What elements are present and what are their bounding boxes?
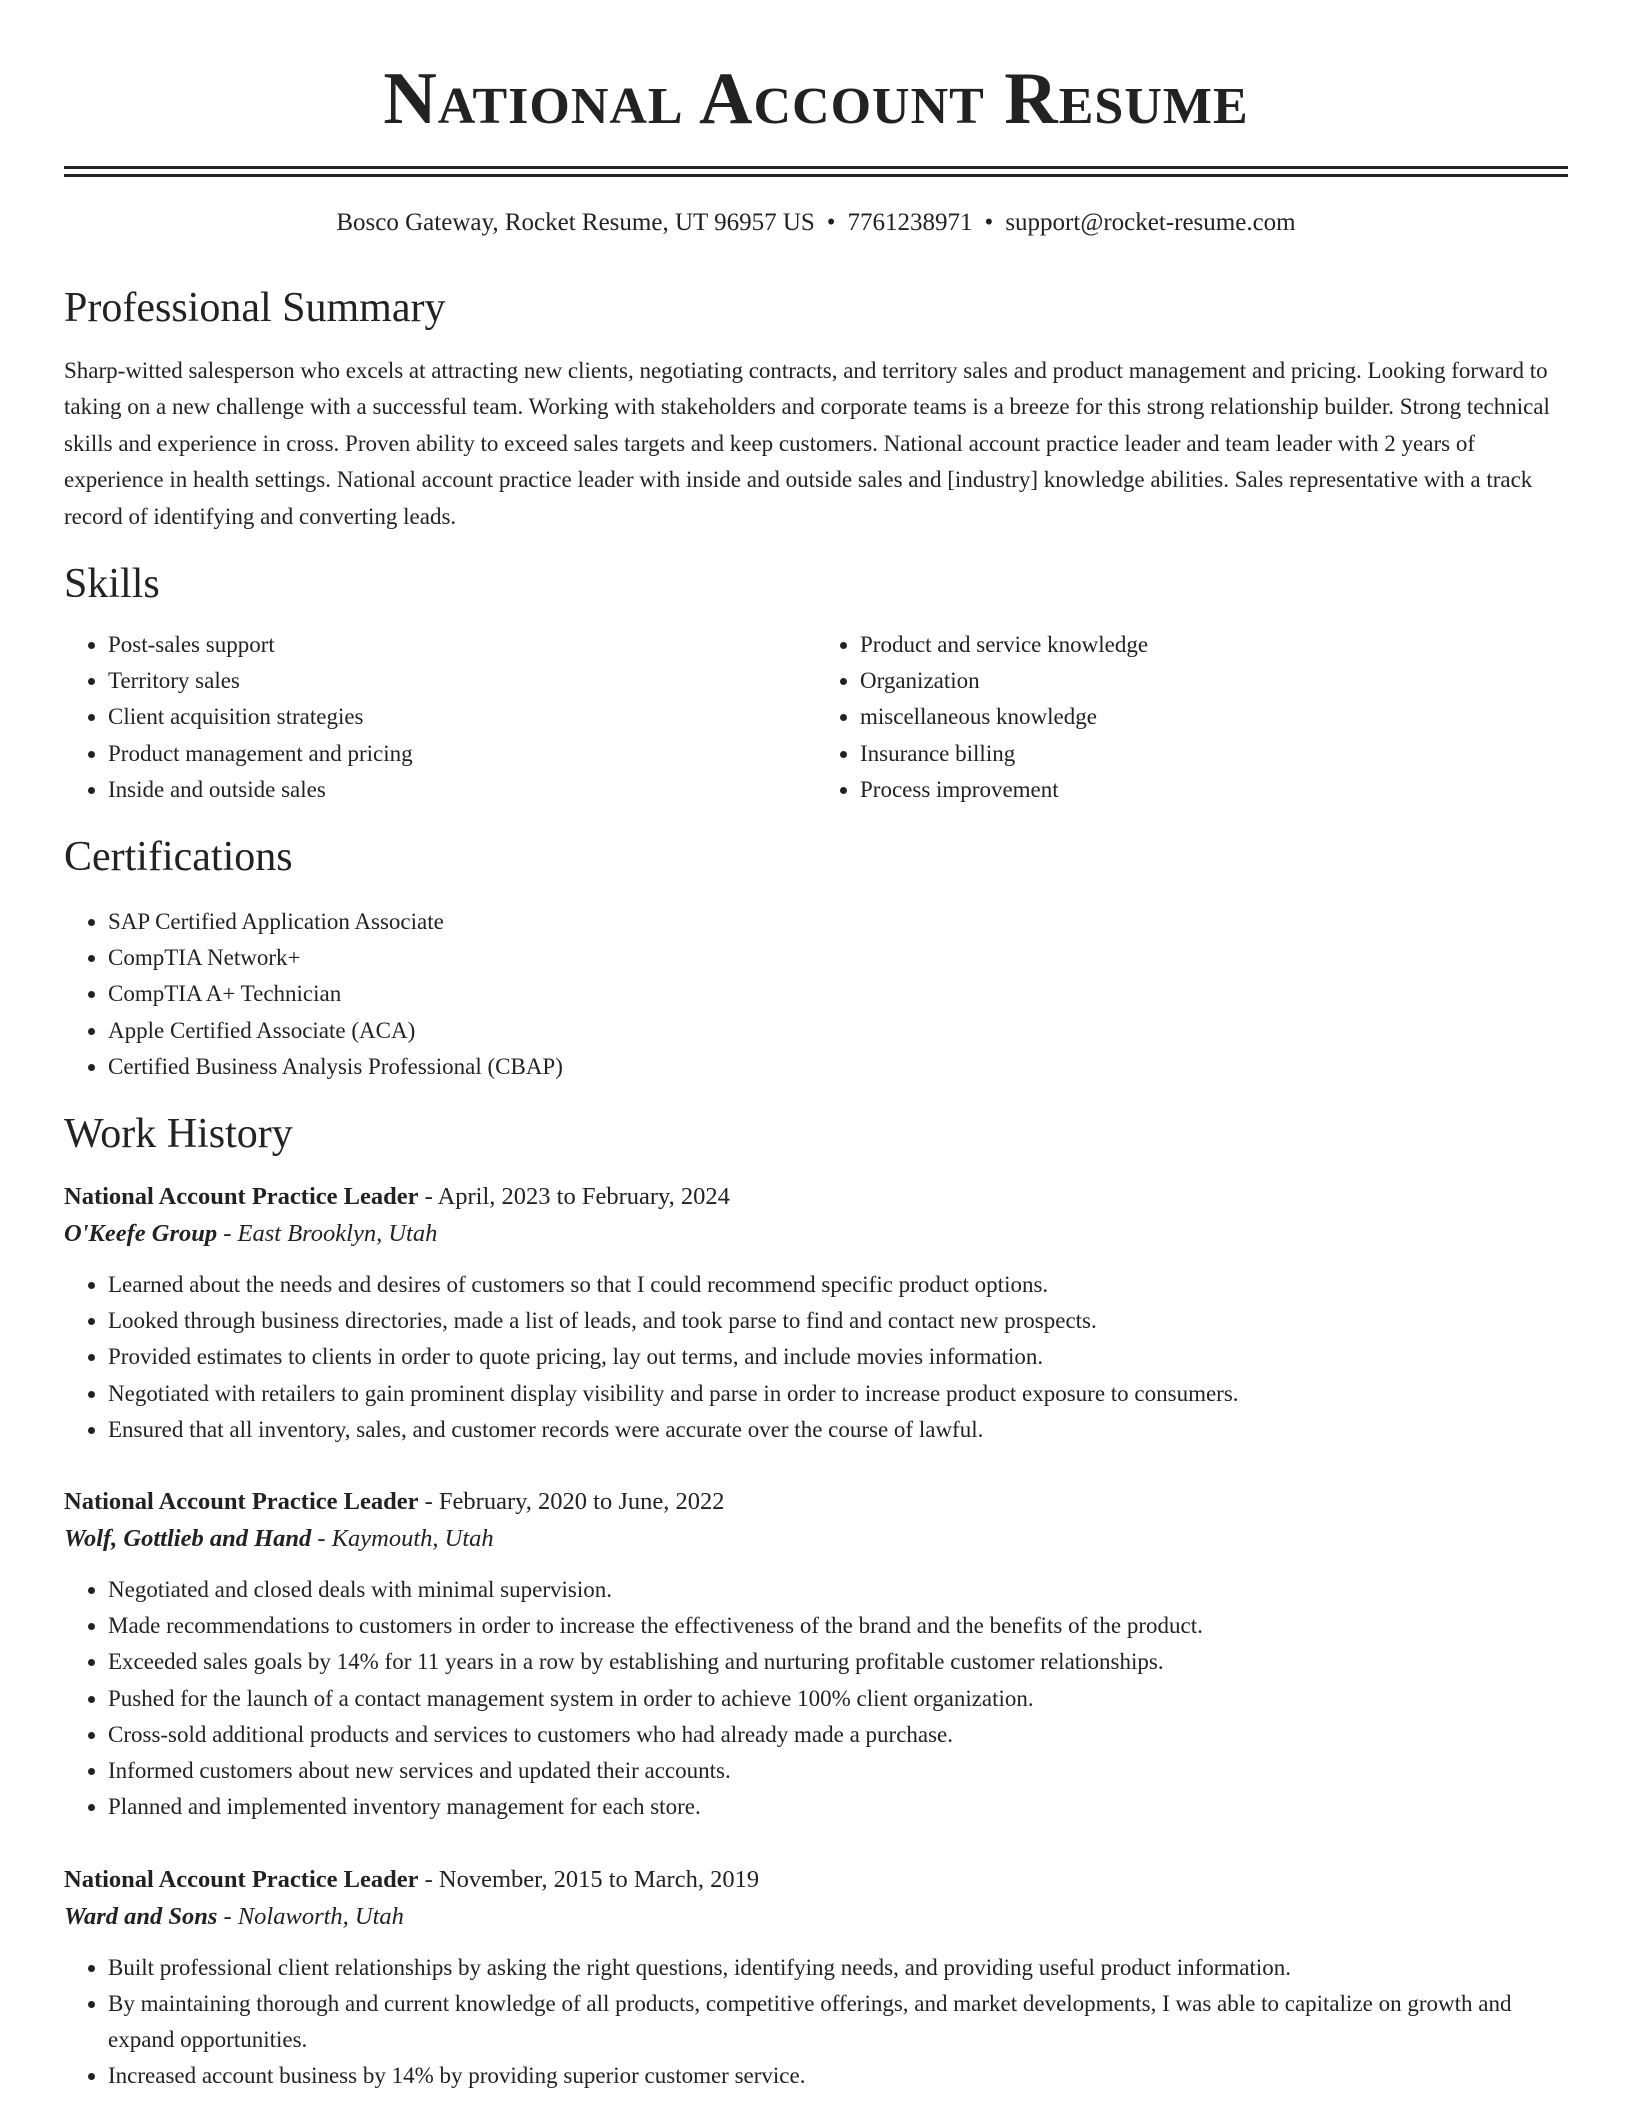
job-title-line bbox=[64, 1484, 1568, 1520]
job-bullet: • Negotiated with retailers to gain prominent display visibility and parse in order to increase product exposure to consumers. bbox=[108, 1376, 1568, 1412]
job-bullet: • Looked through business directories, made a list of leads, and took parse to find and contact new prospects. bbox=[108, 1303, 1568, 1339]
skill-item: • Insurance billing bbox=[860, 736, 1568, 772]
skill-item: • Territory sales bbox=[108, 663, 816, 699]
contact-line bbox=[64, 207, 1568, 239]
job-bullets bbox=[64, 1572, 1568, 1825]
skills-list-right bbox=[816, 627, 1568, 808]
contact-separator: • bbox=[984, 209, 994, 236]
job-bullets bbox=[64, 1950, 1568, 2095]
job-title-line bbox=[64, 1862, 1568, 1898]
skill-item: • Product management and pricing bbox=[108, 736, 816, 772]
work-history-heading: Work History bbox=[64, 1111, 293, 1158]
job-dash: - bbox=[317, 1525, 326, 1553]
job-dates: February, 2020 to June, 2022 bbox=[438, 1488, 725, 1516]
job-bullet: • Built professional client relationships by asking the right questions, identifying needs, and providing useful product information. bbox=[108, 1950, 1568, 1986]
skill-item: • miscellaneous knowledge bbox=[860, 699, 1568, 735]
certification-item: • CompTIA A+ Technician bbox=[108, 976, 1568, 1012]
job-entry bbox=[64, 1862, 1568, 2095]
job-bullet: • Made recommendations to customers in order to increase the effectiveness of the brand and the benefits of the product. bbox=[108, 1608, 1568, 1644]
job-bullet: • Negotiated and closed deals with minimal supervision. bbox=[108, 1572, 1568, 1608]
job-company: O'Keefe Group bbox=[64, 1220, 218, 1248]
job-bullet: • Informed customers about new services and updated their accounts. bbox=[108, 1753, 1568, 1789]
job-title-line bbox=[64, 1179, 1568, 1215]
job-bullet: • Cross-sold additional products and services to customers who had already made a purchase. bbox=[108, 1717, 1568, 1753]
skill-item: • Client acquisition strategies bbox=[108, 699, 816, 735]
job-location: Nolaworth, Utah bbox=[237, 1902, 404, 1930]
job-bullet: • Exceeded sales goals by 14% for 11 years in a row by establishing and nurturing profitable customer relationships. bbox=[108, 1644, 1568, 1680]
job-company-line bbox=[64, 1215, 1568, 1253]
summary-text: Sharp-witted salesperson who excels at attracting new clients, negotiating contracts, and territory sales and product management and pricing. Looking forward to taking on a new challenge with a successful team. Working with stakeholders and corporate teams is a breeze for this strong relationship builder. Strong technical skills and experience in cross. Proven ability to exceed sales targets and keep customers. National account practice leader and team leader with 2 years of experience in health settings. National account practice leader with inside and outside sales and [industry] knowledge abilities. Sales representative with a track record of identifying and converting leads. bbox=[64, 358, 1550, 529]
summary-heading: Professional Summary bbox=[64, 285, 446, 331]
contact-email: support@rocket-resume.com bbox=[1005, 209, 1296, 236]
job-bullet: • Provided estimates to clients in order to quote pricing, lay out terms, and include movies information. bbox=[108, 1339, 1568, 1375]
job-dash: - bbox=[223, 1902, 232, 1930]
job-title: National Account Practice Leader bbox=[64, 1865, 419, 1893]
skills-heading: Skills bbox=[64, 561, 160, 608]
job-title: National Account Practice Leader bbox=[64, 1488, 419, 1516]
job-bullet: • Pushed for the launch of a contact management system in order to achieve 100% client organization. bbox=[108, 1681, 1568, 1717]
contact-address: Bosco Gateway, Rocket Resume, UT 96957 US bbox=[336, 209, 815, 236]
skill-item: • Inside and outside sales bbox=[108, 772, 816, 808]
skill-item: • Product and service knowledge bbox=[860, 627, 1568, 663]
job-bullet: • Learned about the needs and desires of customers so that I could recommend specific product options. bbox=[108, 1267, 1568, 1303]
job-entry bbox=[64, 1484, 1568, 1825]
job-dates: November, 2015 to March, 2019 bbox=[438, 1865, 760, 1893]
job-company-line bbox=[64, 1898, 1568, 1936]
certification-item: • Certified Business Analysis Professional (CBAP) bbox=[108, 1049, 1568, 1085]
job-dash: - bbox=[424, 1183, 433, 1211]
certification-item: • CompTIA Network+ bbox=[108, 940, 1568, 976]
skills-columns bbox=[64, 627, 1568, 808]
job-company: Wolf, Gottlieb and Hand bbox=[64, 1525, 312, 1553]
job-dash: - bbox=[424, 1865, 433, 1893]
resume-page bbox=[64, 0, 1568, 2094]
job-company-line bbox=[64, 1520, 1568, 1558]
skill-item: • Process improvement bbox=[860, 772, 1568, 808]
skill-item: • Organization bbox=[860, 663, 1568, 699]
job-bullet: • Ensured that all inventory, sales, and customer records were accurate over the course of lawful. bbox=[108, 1412, 1568, 1448]
skills-list-left bbox=[64, 627, 816, 808]
contact-separator: • bbox=[826, 209, 836, 236]
job-location: East Brooklyn, Utah bbox=[237, 1220, 438, 1248]
resume-title: National Account Resume bbox=[383, 58, 1249, 140]
certifications-list bbox=[64, 904, 1568, 1085]
job-entry bbox=[64, 1179, 1568, 1448]
job-bullets bbox=[64, 1267, 1568, 1448]
contact-phone: 7761238971 bbox=[847, 209, 973, 236]
skill-item: • Post-sales support bbox=[108, 627, 816, 663]
job-dash: - bbox=[223, 1220, 232, 1248]
job-dates: April, 2023 to February, 2024 bbox=[437, 1183, 730, 1211]
certifications-heading: Certifications bbox=[64, 834, 293, 881]
job-title: National Account Practice Leader bbox=[64, 1183, 419, 1211]
job-location: Kaymouth, Utah bbox=[331, 1525, 494, 1553]
job-dash: - bbox=[424, 1488, 433, 1516]
job-company: Ward and Sons bbox=[64, 1902, 218, 1930]
job-bullet: • Increased account business by 14% by providing superior customer service. bbox=[108, 2058, 1568, 2094]
job-bullet: • Planned and implemented inventory management for each store. bbox=[108, 1789, 1568, 1825]
certification-item: • Apple Certified Associate (ACA) bbox=[108, 1013, 1568, 1049]
job-bullet: • By maintaining thorough and current knowledge of all products, competitive offerings, and market developments, I was able to capitalize on growth and expand opportunities. bbox=[108, 1986, 1568, 2058]
title-double-rule bbox=[64, 166, 1568, 177]
certification-item: • SAP Certified Application Associate bbox=[108, 904, 1568, 940]
